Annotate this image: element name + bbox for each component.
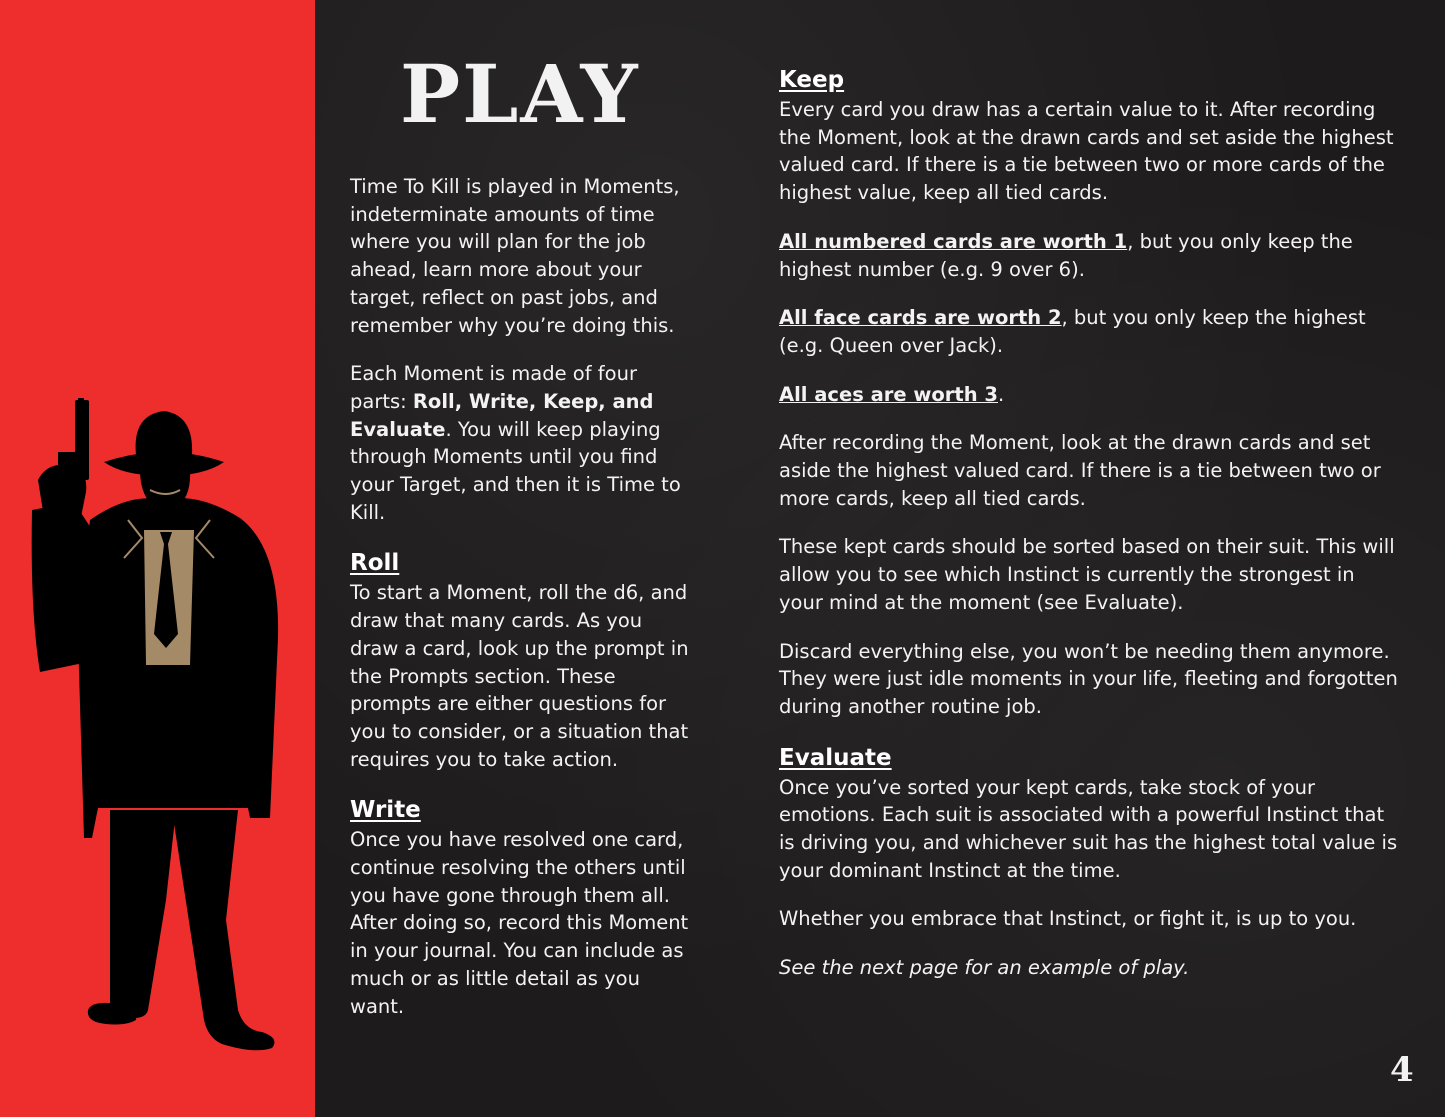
write-paragraph: Once you have resolved one card, continue resolving the others until you have gone through them all. After doing so, record this Moment in your journal. You can include as much or as little detail as you want.: [350, 828, 689, 1018]
evaluate-paragraph: Once you’ve sorted your kept cards, take stock of your emotions. Each suit is associated with a powerful Instinct that is driving you, and whichever suit has the highest total value is your dominant Instinct at the time.: [779, 775, 1398, 882]
sorted-paragraph: These kept cards should be sorted based on their suit. This will allow you to see which Instinct is currently the strongest in your mind at the moment (see Evaluate).: [779, 535, 1395, 614]
right-column: [779, 64, 1399, 982]
evaluate-heading: Evaluate: [779, 744, 892, 771]
keep-heading: Keep: [779, 67, 845, 93]
keep-paragraph: Every card you draw has a certain value to it. After recording the Moment, look at the drawn cards and set aside the highest valued card. If there is a tie between two or more cards of the highest value, keep all tied cards.: [779, 98, 1394, 205]
write-heading: Write: [350, 797, 421, 824]
after-paragraph: After recording the Moment, look at the drawn cards and set aside the highest valued card. If there is a tie between two or more cards, keep all tied cards.: [779, 431, 1381, 510]
intro-paragraph: Time To Kill is played in Moments, indeterminate amounts of time where you will plan for the job ahead, learn more about your target, reflect on past jobs, and remember why you’re doing this.: [350, 175, 680, 337]
roll-heading: Roll: [350, 550, 400, 577]
numbered-rule: All numbered cards are worth 1, but you only keep the highest number (e.g. 9 over 6).: [779, 229, 1353, 281]
embrace-paragraph: Whether you embrace that Instinct, or fight it, is up to you.: [779, 907, 1357, 931]
roll-paragraph: To start a Moment, roll the d6, and draw that many cards. As you draw a card, look up the prompt in the Prompts section. These prompts are either questions for you to consider, or a situation that requires you to take action.: [350, 581, 689, 771]
next-page-note: See the next page for an example of play.: [779, 956, 1190, 980]
hitman-illustration: [0, 0, 315, 1117]
face-rule: All face cards are worth 2, but you only keep the highest (e.g. Queen over Jack).: [779, 306, 1366, 357]
red-sidebar: [0, 0, 315, 1117]
left-column: [350, 173, 690, 1020]
discard-paragraph: Discard everything else, you won’t be needing them anymore. They were just idle moments in your life, fleeting and forgotten during another routine job.: [779, 639, 1398, 718]
page-number: 4: [1390, 1050, 1414, 1090]
aces-rule: All aces are worth 3.: [779, 382, 1005, 406]
page-title: PLAY: [400, 47, 640, 141]
parts-paragraph: Each Moment is made of four parts: Roll, Write, Keep, and Evaluate. You will keep playing through Moments until you find your Target, and then it is Time to Kill.: [350, 362, 681, 524]
